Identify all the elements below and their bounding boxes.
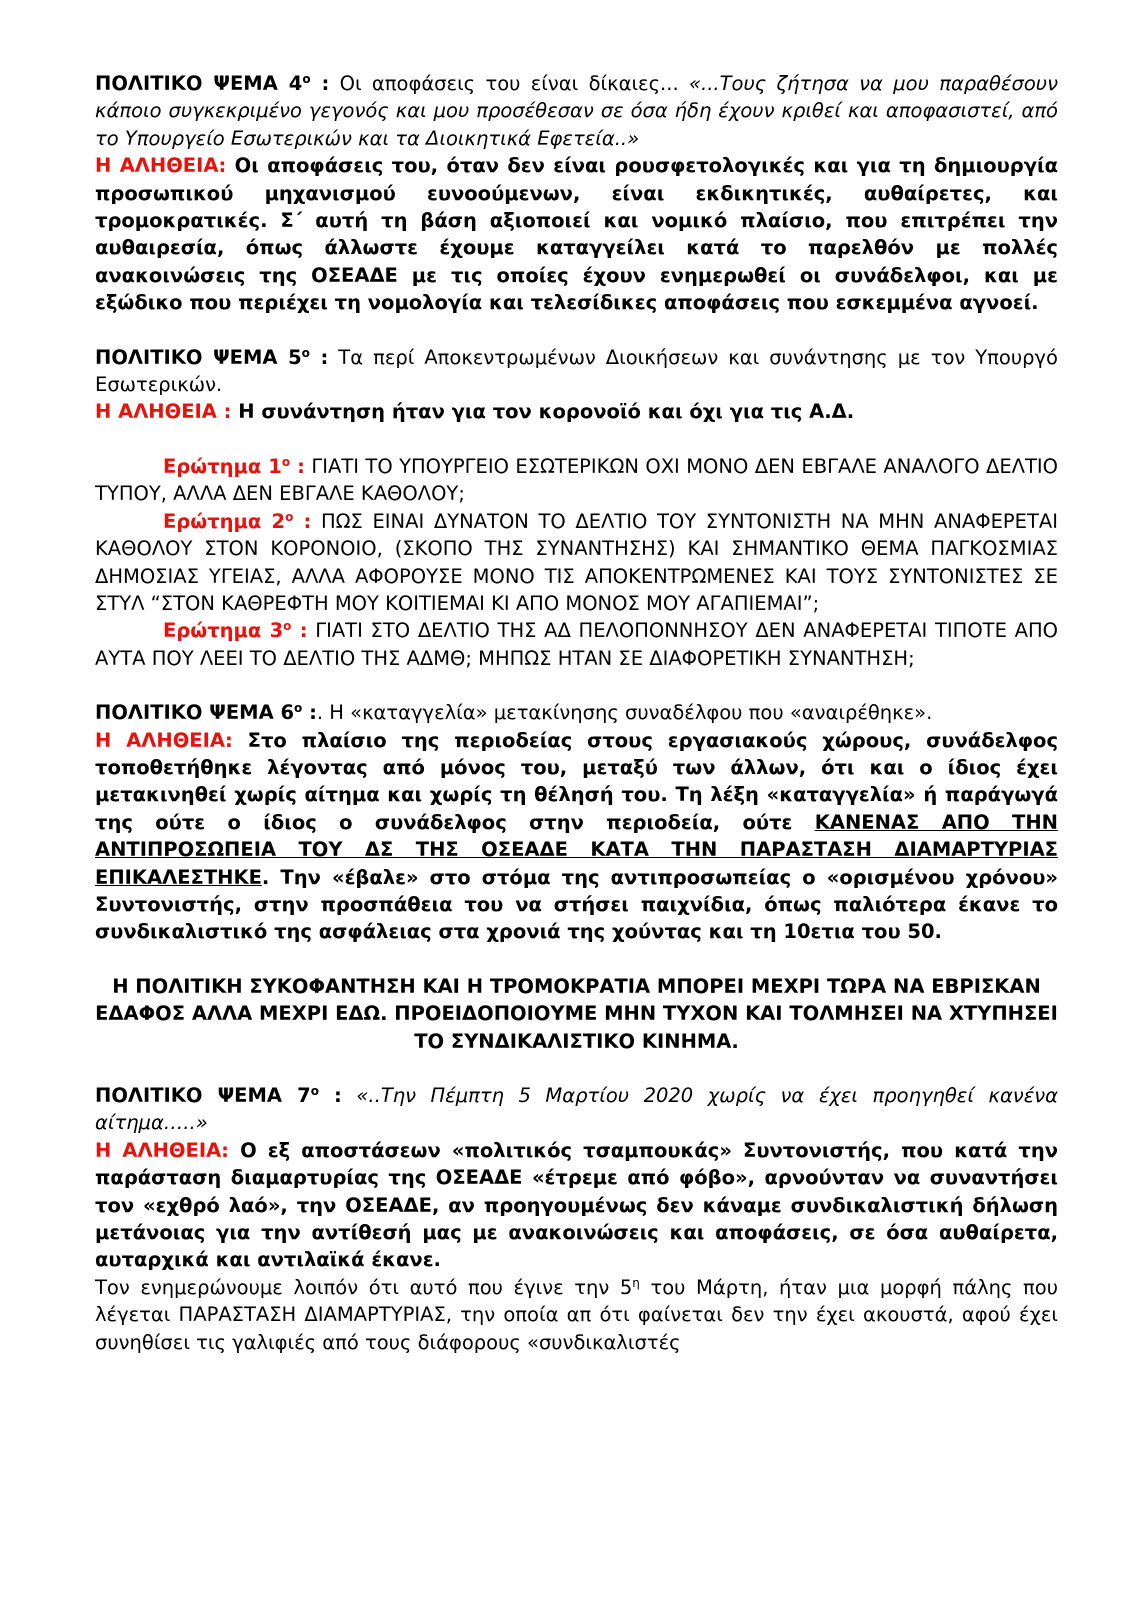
lie-5-heading: ΠΟΛΙΤΙΚΟ ΨΕΜΑ $5^o$ :: [95, 345, 329, 369]
truth-4-label: Η ΑΛΗΘΕΙΑ:: [95, 154, 227, 178]
lie-4-quote: «...Τους ζήτησα να μου παραθέσουν κάποιο συγκεκριμένο γεγονός και μου προσέθεσαν σε όσα ήδη έχουν κριθεί και αποφασιστεί, από το Υπουργείο Εσωτερικών και τα Διοικητικά Εφετεία..»: [95, 72, 1058, 150]
lie-6-claim: . Η «καταγγελία» μετακίνησης συναδέλφου που «αναιρέθηκε».: [316, 701, 933, 725]
truth-6-paragraph: [95, 727, 1058, 946]
question-1-text: ΓΙΑΤΙ ΤΟ ΥΠΟΥΡΓΕΙΟ ΕΣΩΤΕΡΙΚΩΝ ΟΧΙ ΜΟΝΟ ΔΕΝ ΕΒΓΑΛΕ ΑΝΑΛΟΓΟ ΔΕΛΤΙΟ ΤΥΠΟΥ, ΑΛΛΑ ΔΕΝ ΕΒΓΑΛΕ ΚΑΘΟΛΟΥ;: [95, 454, 1058, 506]
lie-4-claim: Οι αποφάσεις του είναι δίκαιες...: [329, 72, 689, 95]
lie-7-heading: ΠΟΛΙΤΙΚΟ ΨΕΜΑ $7^o$ :: [95, 1084, 342, 1107]
closing-paragraph: Τον ενημερώνουμε λοιπόν ότι αυτό που έγινε την $5^\eta$ του Μάρτη, ήταν μια μορφή πάλης που λέγεται ΠΑΡΑΣΤΑΣΗ ΔΙΑΜΑΡΤΥΡΙΑΣ, την οποία απ ότι φαίνεται δεν την έχει ακουστά, αφού έχει συνηθίσει τις γαλιφιές από τους διάφορους «συνδικαλιστές: [95, 1275, 1058, 1354]
truth-6-text-a: Στο πλαίσιο της περιοδείας στους εργασιακούς χώρους, συνάδελφος τοποθετήθηκε λέγοντας από μόνος του, μεταξύ των άλλων, ότι και ο ίδιος έχει μετακινηθεί χωρίς αίτημα και χωρίς τη θέλησή του. Τη λέξη «καταγγελία» ή παράγωγά της ούτε ο ίδιος ο συνάδελφος στην περιοδεία, ούτε: [95, 728, 1058, 834]
lie-6-heading: ΠΟΛΙΤΙΚΟ ΨΕΜΑ $6^o$ :: [95, 701, 317, 725]
lie-5-claim: Τα περί Αποκεντρωμένων Διοικήσεων και συνάντησης με τον Υπουργό Εσωτερικών.: [95, 345, 1058, 397]
truth-6-underlined: ΚΑΝΕΝΑΣ ΑΠΟ ΤΗΝ ΑΝΤΙΠΡΟΣΩΠΕΙΑ ΤΟΥ ΔΣ ΤΗΣ ΟΣΕΑΔΕ ΚΑΤΑ ΤΗΝ ΠΑΡΑΣΤΑΣΗ ΔΙΑΜΑΡΤΥΡΙΑΣ ΕΠΙΚΑΛΕΣΤΗΚΕ: [95, 810, 1058, 889]
truth-4-paragraph: [95, 152, 1058, 316]
question-2-label: Ερώτημα $2^o$ :: [163, 509, 312, 533]
truth-5-paragraph: [95, 398, 1058, 425]
lie-4-paragraph: [95, 70, 1058, 152]
truth-5-label: Η ΑΛΗΘΕΙΑ :: [95, 400, 232, 424]
truth-5-text: Η συνάντηση ήταν για τον κορονοϊό και όχι για τις Α.Δ.: [231, 400, 855, 424]
truth-6-text-b: . Την «έβαλε» στο στόμα της αντιπροσωπείας ο «ορισμένου χρόνου» Συντονιστής, στην προσπάθεια του να στήσει παιχνίδια, όπως παλιότερα έκανε το συνδικαλιστικό της ασφάλειας στα χρονιά της χούντας και τη 10ετια του 50.: [95, 865, 1058, 944]
truth-6-label: Η ΑΛΗΘΕΙΑ:: [95, 728, 233, 752]
question-3-label: Ερώτημα $3^o$ :: [163, 619, 308, 643]
lie-7-paragraph: [95, 1082, 1058, 1137]
warning-statement: Η ΠΟΛΙΤΙΚΗ ΣΥΚΟΦΑΝΤΗΣΗ ΚΑΙ Η ΤΡΟΜΟΚΡΑΤΙΑ ΜΠΟΡΕΙ ΜΕΧΡΙ ΤΩΡΑ ΝΑ ΕΒΡΙΣΚΑΝ ΕΔΑΦΟΣ ΑΛΛΑ ΜΕΧΡΙ ΕΔΩ. ΠΡΟΕΙΔΟΠΟΙΟΥΜΕ ΜΗΝ ΤΥΧΟΝ ΚΑΙ ΤΟΛΜΗΣΕΙ ΝΑ ΧΤΥΠΗΣΕΙ ΤΟ ΣΥΝΔΙΚΑΛΙΣΤΙΚΟ ΚΙΝΗΜΑ.: [95, 974, 1058, 1053]
lie-4-heading: ΠΟΛΙΤΙΚΟ ΨΕΜΑ $4^o$ :: [95, 72, 330, 95]
question-2: [95, 508, 1058, 618]
truth-7-label: Η ΑΛΗΘΕΙΑ:: [95, 1138, 229, 1162]
question-2-text: ΠΩΣ ΕΙΝΑΙ ΔΥΝΑΤΟΝ ΤΟ ΔΕΛΤΙΟ ΤΟΥ ΣΥΝΤΟΝΙΣΤΗ ΝΑ ΜΗΝ ΑΝΑΦΕΡΕΤΑΙ ΚΑΘΟΛΟΥ ΣΤΟΝ ΚΟΡΟΝΟΙΟ, (ΣΚΟΠΟ ΤΗΣ ΣΥΝΑΝΤΗΣΗΣ) ΚΑΙ ΣΗΜΑΝΤΙΚΟ ΘΕΜΑ ΠΑΓΚΟΣΜΙΑΣ ΔΗΜΟΣΙΑΣ ΥΓΕΙΑΣ, ΑΛΛΑ ΑΦΟΡΟΥΣΕ ΜΟΝΟ ΤΙΣ ΑΠΟΚΕΝΤΡΩΜΕΝΕΣ ΚΑΙ ΤΟΥΣ ΣΥΝΤΟΝΙΣΤΕΣ ΣΕ ΣΤΥΛ “ΣΤΟΝ ΚΑΘΡΕΦΤΗ ΜΟΥ ΚΟΙΤΙΕΜΑΙ ΚΙ ΑΠΟ ΜΟΝΟΣ ΜΟΥ ΑΓΑΠΙΕΜΑΙ”;: [95, 509, 1058, 615]
document-page: [95, 70, 1058, 1356]
truth-4-text: Οι αποφάσεις του, όταν δεν είναι ρουσφετολογικές και για τη δημιουργία προσωπικού μηχανισμού ευνοούμενων, είναι εκδικητικές, αυθαίρετες, και τρομοκρατικές. Σ΄ αυτή τη βάση αξιοποιεί και νομικό πλαίσιο, που επιτρέπει την αυθαιρεσία, όπως άλλωστε έχουμε καταγγείλει κατά το παρελθόν με πολλές ανακοινώσεις της ΟΣΕΑΔΕ με τις οποίες έχουν ενημερωθεί οι συνάδελφοι, και με εξώδικο που περιέχει τη νομολογία και τελεσίδικες αποφάσεις που εσκεμμένα αγνοεί.: [95, 154, 1058, 315]
truth-7-text: Ο εξ αποστάσεων «πολιτικός τσαμπουκάς» Συντονιστής, που κατά την παράσταση διαμαρτυρίας της ΟΣΕΑΔΕ «έτρεμε από φόβο», αρνούνταν να συναντήσει τον «εχθρό λαό», την ΟΣΕΑΔΕ, αν προηγουμένως δεν κάναμε συνδικαλιστική δήλωση μετάνοιας για την αντίθεσή μας με ανακοινώσεις και αποφάσεις, σε όσα αυθαίρετα, αυταρχικά και αντιλαϊκά έκανε.: [95, 1138, 1058, 1272]
question-1: [95, 453, 1058, 508]
lie-7-quote: «..Την Πέμπτη 5 Μαρτίου 2020 χωρίς να έχει προηγηθεί κανένα αίτημα…..»: [95, 1084, 1058, 1135]
truth-7-paragraph: [95, 1137, 1058, 1274]
lie-6-paragraph: [95, 699, 1058, 726]
question-1-label: Ερώτημα $1^o$ :: [163, 454, 305, 478]
lie-5-paragraph: [95, 344, 1058, 399]
question-3: [95, 617, 1058, 672]
question-3-text: ΓΙΑΤΙ ΣΤΟ ΔΕΛΤΙΟ ΤΗΣ ΑΔ ΠΕΛΟΠΟΝΝΗΣΟΥ ΔΕΝ ΑΝΑΦΕΡΕΤΑΙ ΤΙΠΟΤΕ ΑΠΟ ΑΥΤΑ ΠΟΥ ΛΕΕΙ ΤΟ ΔΕΛΤΙΟ ΤΗΣ ΑΔΜΘ; ΜΗΠΩΣ ΗΤΑΝ ΣΕ ΔΙΑΦΟΡΕΤΙΚΗ ΣΥΝΑΝΤΗΣΗ;: [95, 619, 1058, 670]
